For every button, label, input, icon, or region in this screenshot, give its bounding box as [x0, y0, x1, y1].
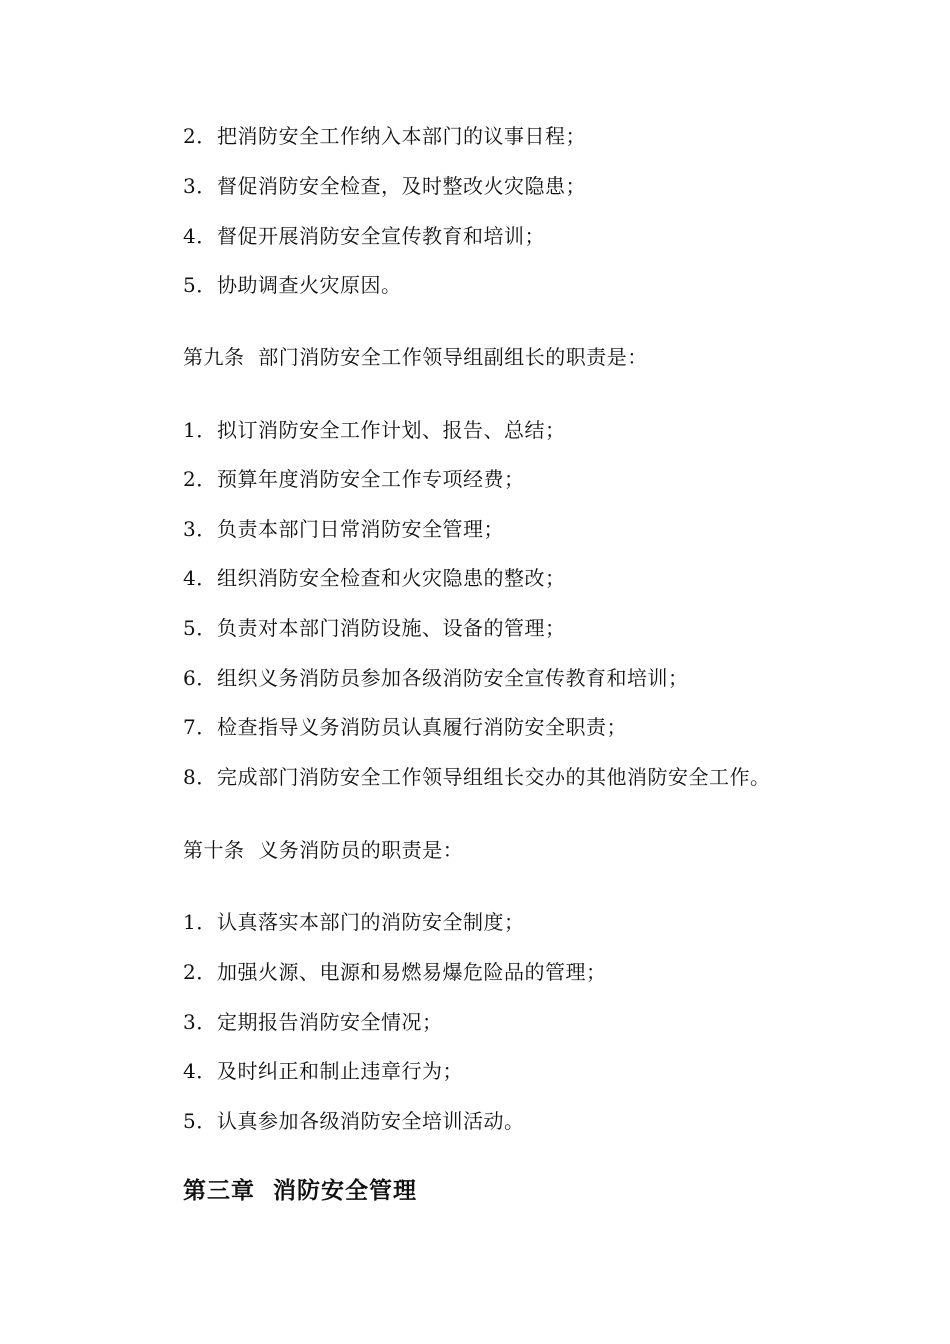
item-text: 负责本部门日常消防安全管理；: [217, 517, 504, 541]
item-number: 2．: [183, 467, 217, 491]
article-10-heading: 第十条 义务消防员的职责是：: [183, 838, 464, 862]
list-item: [183, 566, 566, 590]
item-text: 检查指导义务消防员认真履行消防安全职责；: [217, 715, 627, 739]
list-item: [183, 174, 586, 198]
item-number: 4．: [183, 1059, 217, 1083]
item-text: 督促消防安全检查，及时整改火灾隐患；: [217, 174, 586, 198]
item-text: 及时纠正和制止违章行为；: [217, 1059, 463, 1083]
item-text: 认真参加各级消防安全培训活动。: [217, 1109, 525, 1133]
item-number: 2．: [183, 124, 217, 148]
item-number: 5．: [183, 1109, 217, 1133]
list-item: [183, 666, 689, 690]
item-text: 拟订消防安全工作计划、报告、总结；: [217, 418, 566, 442]
item-text: 组织消防安全检查和火灾隐患的整改；: [217, 566, 566, 590]
item-number: 3．: [183, 174, 217, 198]
item-text: 督促开展消防安全宣传教育和培训；: [217, 224, 545, 248]
list-item: [183, 124, 586, 148]
item-number: 4．: [183, 566, 217, 590]
list-item: [183, 517, 504, 541]
item-text: 完成部门消防安全工作领导组组长交办的其他消防安全工作。: [217, 765, 771, 789]
article-9-heading: 第九条 部门消防安全工作领导组副组长的职责是：: [183, 345, 648, 369]
list-item: [183, 1109, 525, 1133]
item-number: 5．: [183, 616, 217, 640]
list-item: [183, 273, 402, 297]
item-text: 认真落实本部门的消防安全制度；: [217, 910, 525, 934]
item-number: 7．: [183, 715, 217, 739]
list-item: [183, 715, 627, 739]
list-item: [183, 224, 545, 248]
item-number: 3．: [183, 1010, 217, 1034]
item-text: 把消防安全工作纳入本部门的议事日程；: [217, 124, 586, 148]
item-number: 6．: [183, 666, 217, 690]
list-item: [183, 1059, 463, 1083]
item-text: 组织义务消防员参加各级消防安全宣传教育和培训；: [217, 666, 689, 690]
item-text: 加强火源、电源和易燃易爆危险品的管理；: [217, 960, 607, 984]
list-item: [183, 616, 566, 640]
item-number: 2．: [183, 960, 217, 984]
item-number: 5．: [183, 273, 217, 297]
item-number: 8．: [183, 765, 217, 789]
list-item: [183, 467, 525, 491]
list-item: [183, 960, 607, 984]
list-item: [183, 910, 525, 934]
item-number: 4．: [183, 224, 217, 248]
item-text: 预算年度消防安全工作专项经费；: [217, 467, 525, 491]
item-number: 1．: [183, 910, 217, 934]
item-text: 协助调查火灾原因。: [217, 273, 402, 297]
item-text: 负责对本部门消防设施、设备的管理；: [217, 616, 566, 640]
list-item: [183, 418, 566, 442]
list-item: [183, 765, 771, 789]
list-item: [183, 1010, 443, 1034]
item-number: 3．: [183, 517, 217, 541]
item-number: 1．: [183, 418, 217, 442]
chapter-3-title: 第三章 消防安全管理: [183, 1178, 418, 1204]
item-text: 定期报告消防安全情况；: [217, 1010, 443, 1034]
